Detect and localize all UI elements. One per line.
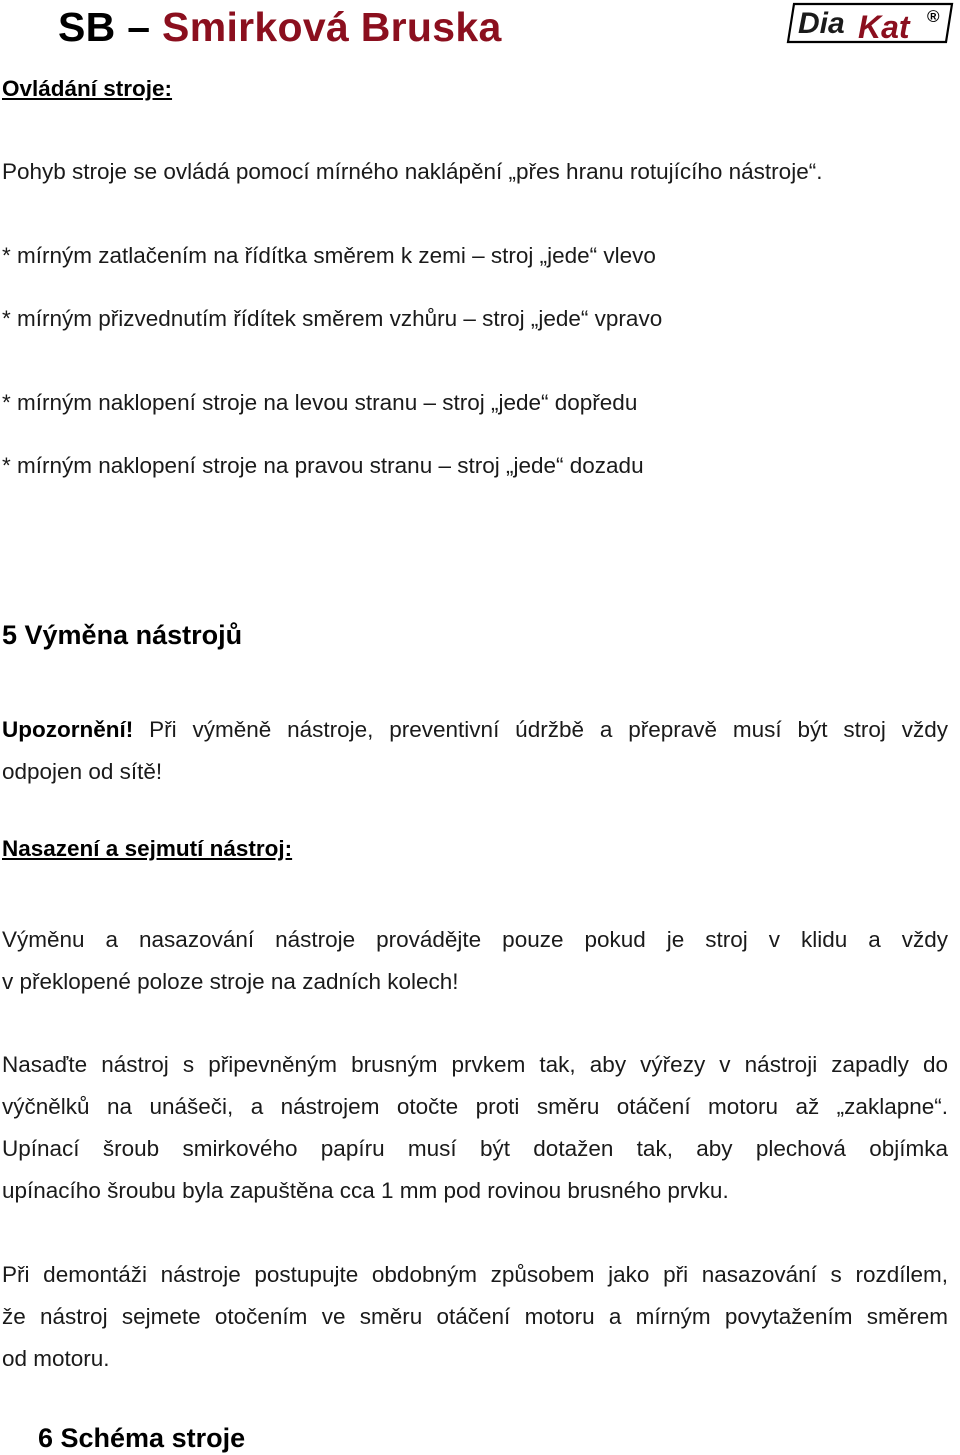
title-main: Smirková Bruska: [162, 4, 502, 50]
paragraph-line: v překlopené poloze stroje na zadních kolech!: [2, 969, 459, 994]
warning-line-1: [2, 709, 948, 751]
controls-intro: Pohyb stroje se ovládá pomocí mírného naklápění „přes hranu rotujícího nástroje“.: [2, 159, 823, 184]
control-item: * mírným přizvednutím řídítek směrem vzhůru – stroj „jede“ vpravo: [2, 306, 663, 331]
controls-heading: Ovládání stroje:: [2, 76, 173, 101]
diakat-logo: [786, 2, 954, 44]
control-item: * mírným naklopení stroje na levou stranu – stroj „jede“ dopředu: [2, 390, 638, 415]
control-item: * mírným naklopení stroje na pravou stranu – stroj „jede“ dozadu: [2, 453, 644, 478]
logo-kat: Kat: [858, 9, 910, 44]
warning-text: Při výměně nástroje, preventivní údržbě a přepravě musí být stroj vždy: [133, 717, 948, 742]
document-title: [58, 4, 502, 50]
paragraph-line: Výměnu a nasazování nástroje provádějte pouze pokud je stroj v klidu a vždy: [2, 927, 948, 952]
warning-label: Upozornění!: [2, 717, 134, 742]
dismounting-paragraph: [2, 1254, 948, 1380]
paragraph-line: Při demontáži nástroje postupujte obdobným způsobem jako při nasazování s rozdílem,: [2, 1262, 948, 1287]
paragraph-line: od motoru.: [2, 1346, 110, 1371]
title-prefix: SB –: [58, 4, 163, 50]
tool-mounting-subheading: Nasazení a sejmutí nástroj:: [2, 836, 293, 861]
mounting-paragraph-1: [2, 919, 948, 1003]
warning-paragraph: [2, 709, 948, 793]
paragraph-line: výčnělků na unášeči, a nástrojem otočte proti směru otáčení motoru až „zaklapne“.: [2, 1094, 948, 1119]
paragraph-line: Upínací šroub smirkového papíru musí být dotažen tak, aby plechová objímka: [2, 1136, 948, 1161]
logo-dia: Dia: [798, 7, 845, 40]
mounting-paragraph-2: [2, 1044, 948, 1212]
control-item: * mírným zatlačením na řídítka směrem k zemi – stroj „jede“ vlevo: [2, 243, 656, 268]
section-6-heading: 6 Schéma stroje: [38, 1423, 246, 1453]
warning-line-2: odpojen od sítě!: [2, 759, 163, 784]
logo-registered: ®: [927, 7, 940, 26]
section-5-heading: 5 Výměna nástrojů: [2, 620, 243, 650]
logo-graphic: [786, 2, 954, 44]
paragraph-line: upínacího šroubu byla zapuštěna cca 1 mm pod rovinou brusného prvku.: [2, 1178, 729, 1203]
paragraph-line: Nasaďte nástroj s připevněným brusným prvkem tak, aby výřezy v nástroji zapadly do: [2, 1052, 948, 1077]
paragraph-line: že nástroj sejmete otočením ve směru otáčení motoru a mírným povytažením směrem: [2, 1304, 948, 1329]
